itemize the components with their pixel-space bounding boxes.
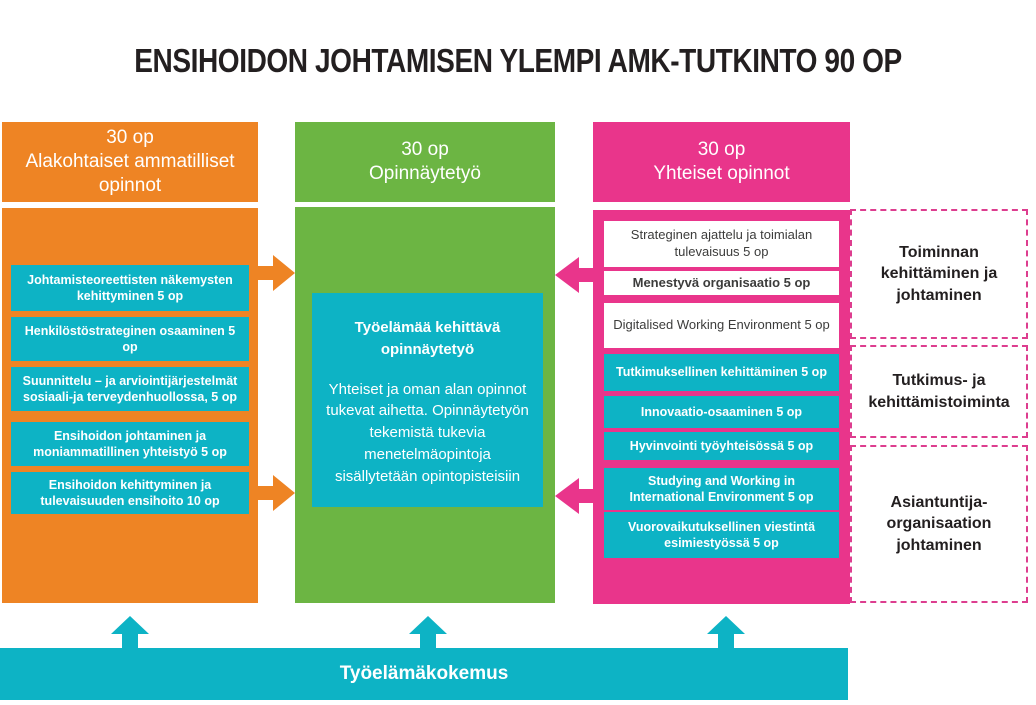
column-header-op: 30 op bbox=[106, 126, 154, 148]
column-header-thesis bbox=[295, 122, 555, 202]
column-common-studies bbox=[593, 210, 850, 604]
column-header-vocational-studies bbox=[2, 122, 258, 202]
course-box: Suunnittelu – ja arviointijärjestelmät sosiaali-ja terveydenhuollossa, 5 op bbox=[11, 367, 249, 411]
course-box: Johtamisteoreettisten näkemysten kehittyminen 5 op bbox=[11, 265, 249, 311]
column-header-common-studies bbox=[593, 122, 850, 202]
course-box: Vuorovaikutuksellinen viestintä esimiestyössä 5 op bbox=[604, 512, 839, 558]
thesis-title: Työelämää kehittävä opinnäytetyö bbox=[354, 319, 501, 358]
course-box: Ensihoidon johtaminen ja moniammatillinen yhteistyö 5 op bbox=[11, 422, 249, 466]
thesis-box bbox=[312, 293, 543, 507]
arrow-up-icon bbox=[707, 616, 745, 648]
arrow-right-icon bbox=[251, 255, 295, 291]
competence-area-label: Toiminnan kehittäminen ja johtaminen bbox=[850, 209, 1028, 339]
course-box: Strateginen ajattelu ja toimialan tulevaisuus 5 op bbox=[604, 221, 839, 267]
column-vocational-studies bbox=[2, 208, 258, 603]
course-box: Hyvinvointi työyhteisössä 5 op bbox=[604, 432, 839, 460]
column-header-name: Alakohtaiset ammatilliset opinnot bbox=[25, 150, 235, 197]
work-experience-label: Työelämäkokemus bbox=[339, 663, 509, 684]
column-header-op: 30 op bbox=[697, 138, 746, 160]
course-box: Henkilöstöstrateginen osaaminen 5 op bbox=[11, 317, 249, 361]
work-experience-bar bbox=[0, 648, 848, 700]
competence-area-label: Asiantuntija-organisaation johtaminen bbox=[850, 445, 1028, 603]
course-box: Tutkimuksellinen kehittäminen 5 op bbox=[604, 354, 839, 391]
arrow-up-icon bbox=[111, 616, 149, 648]
thesis-description: Yhteiset ja oman alan opinnot tukevat aihetta. Opinnäytetyön tekemistä tukevia menetelmäopintoja sisällytetään opintopisteisiin bbox=[326, 380, 529, 485]
arrow-left-icon bbox=[555, 257, 601, 293]
arrow-left-icon bbox=[555, 478, 601, 514]
column-header-op: 30 op bbox=[401, 138, 449, 160]
arrow-up-icon bbox=[409, 616, 447, 648]
competence-area-label: Tutkimus- ja kehittämistoiminta bbox=[850, 345, 1028, 438]
course-box: Digitalised Working Environment 5 op bbox=[604, 303, 839, 348]
column-thesis bbox=[295, 207, 555, 603]
column-header-name: Opinnäytetyö bbox=[369, 163, 481, 184]
course-box: Ensihoidon kehittyminen ja tulevaisuuden ensihoito 10 op bbox=[11, 472, 249, 514]
column-header-name: Yhteiset opinnot bbox=[653, 163, 790, 184]
arrow-right-icon bbox=[251, 475, 295, 511]
page-title: ENSIHOIDON JOHTAMISEN YLEMPI AMK-TUTKINTO 90 OP bbox=[134, 42, 902, 79]
course-box: Studying and Working in International Environment 5 op bbox=[604, 468, 839, 510]
course-box: Innovaatio-osaaminen 5 op bbox=[604, 396, 839, 428]
course-box: Menestyvä organisaatio 5 op bbox=[604, 271, 839, 295]
